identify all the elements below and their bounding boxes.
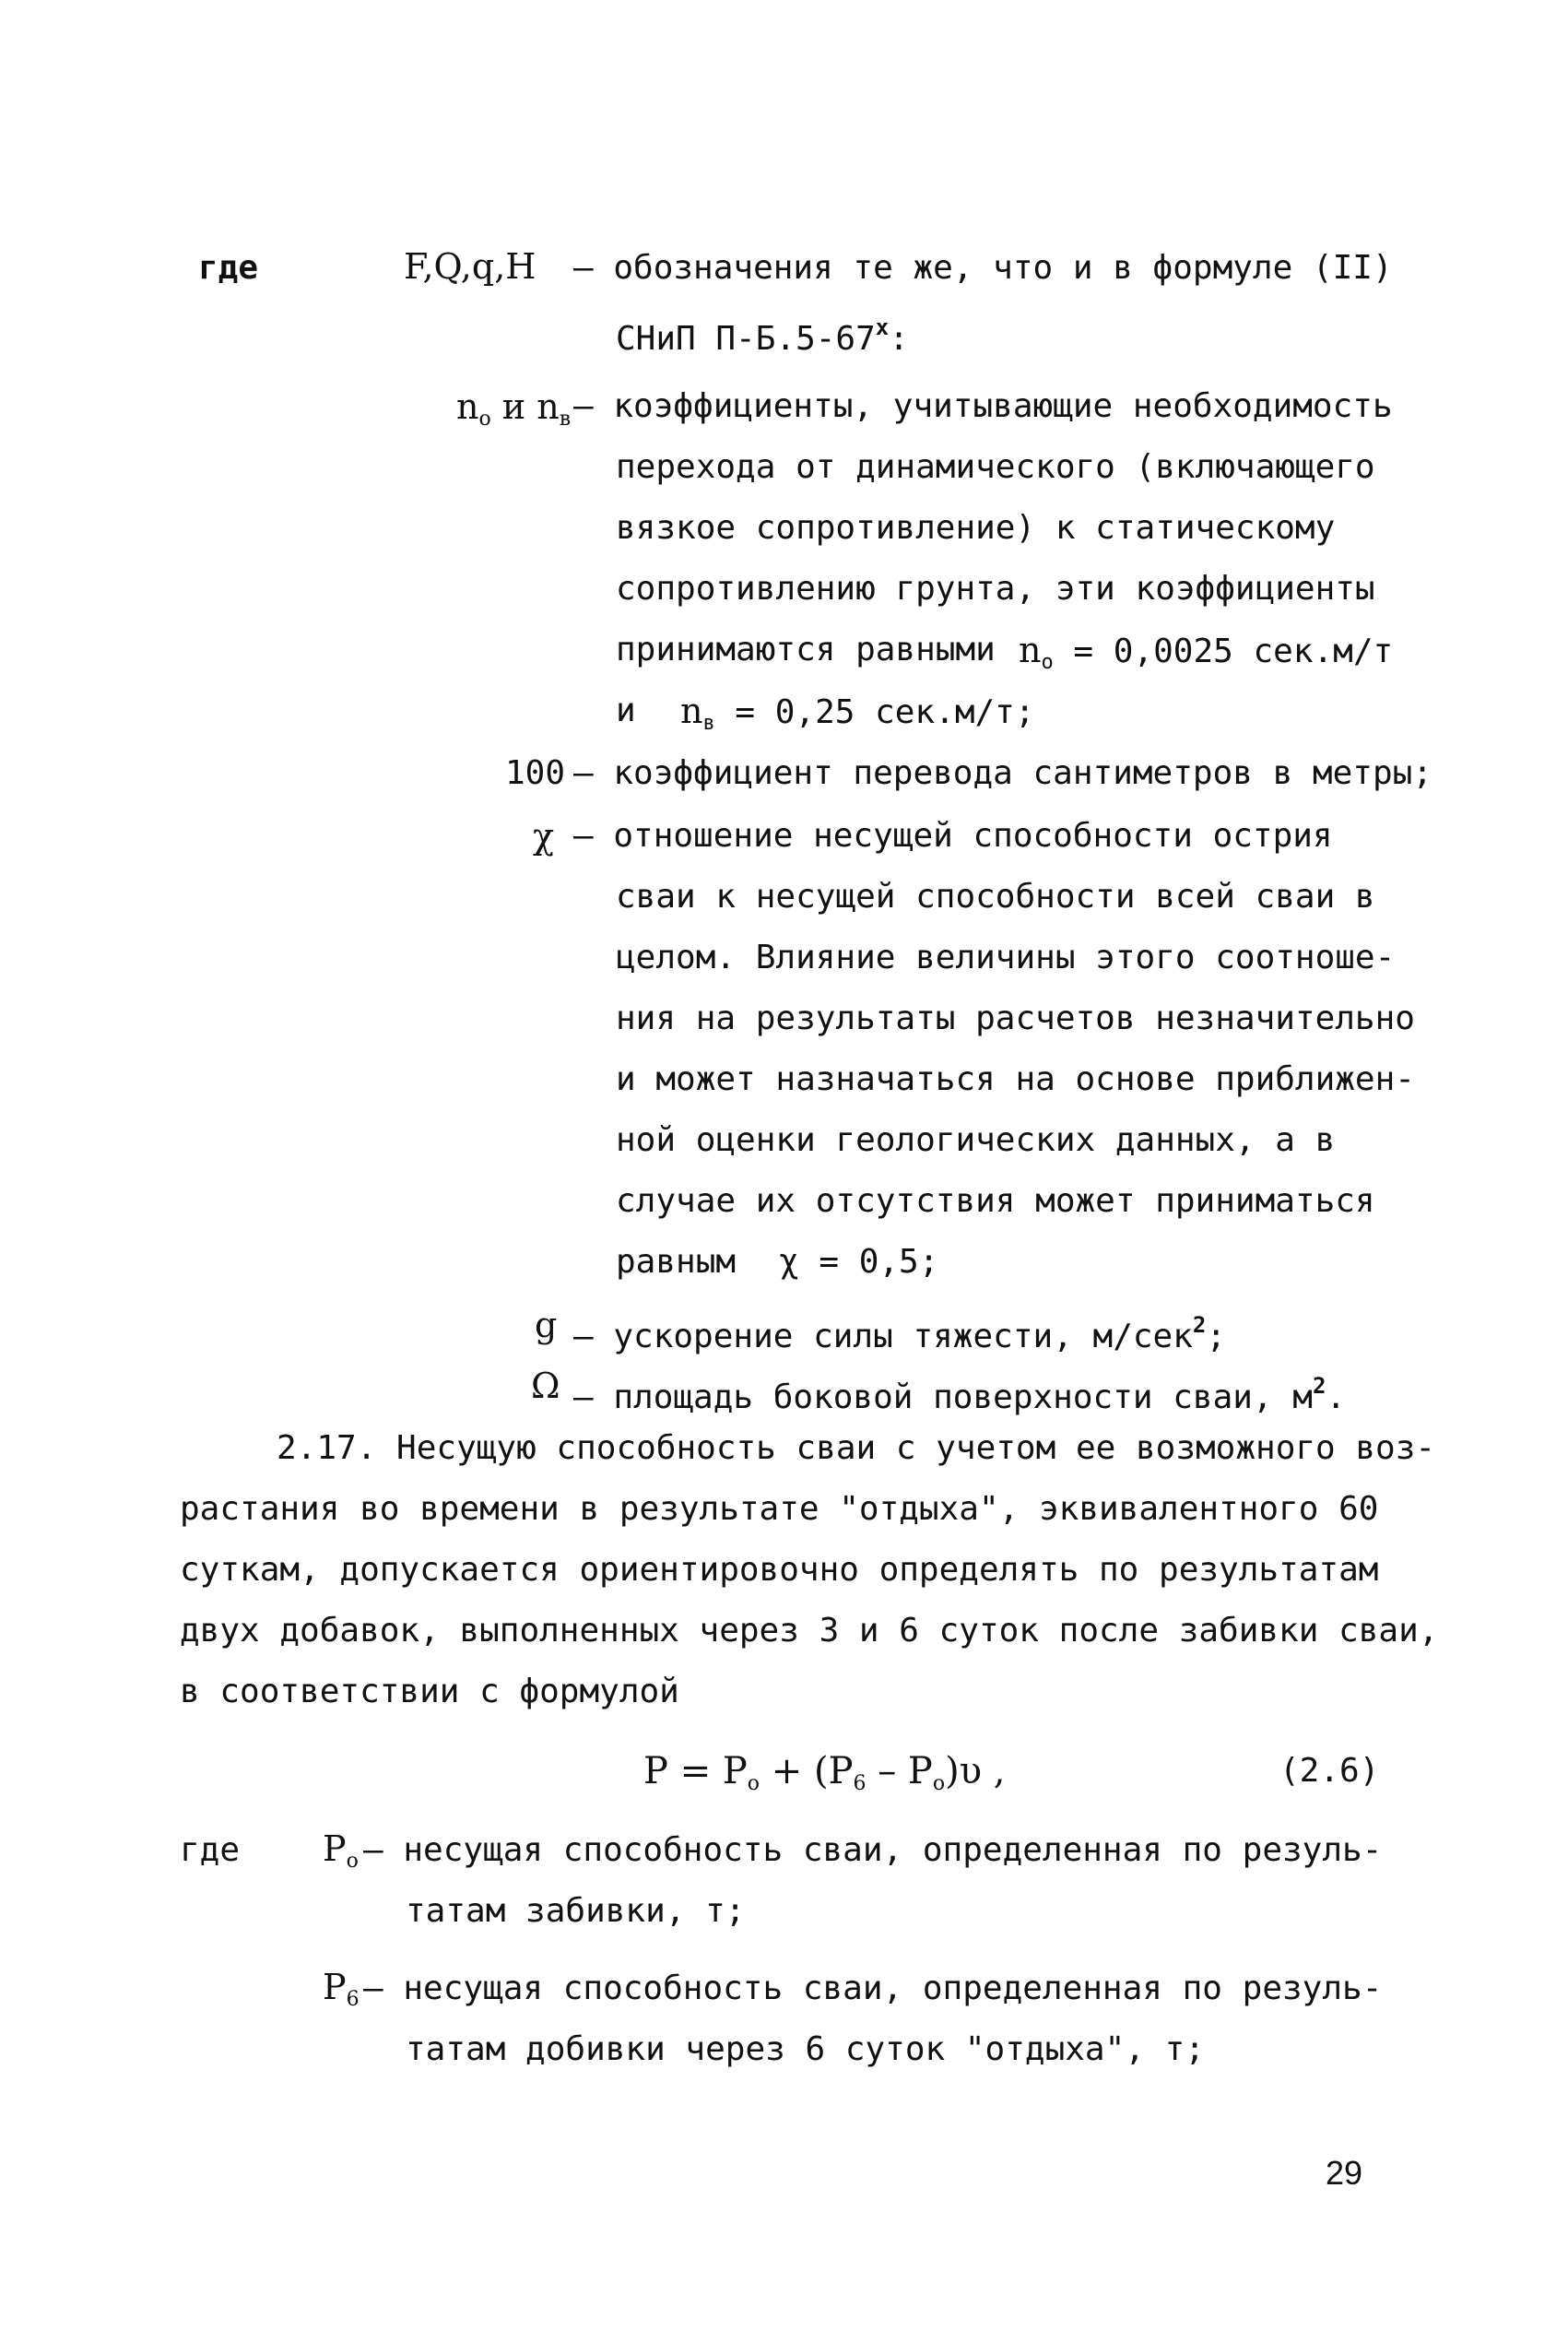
- def-chi-line1: – отношение несущей способности острия: [573, 817, 1333, 855]
- where-label: где: [198, 249, 259, 287]
- def-P6-line2: татам добивки через 6 суток "отдыха", т;: [406, 2030, 1205, 2068]
- symbol-P0: $P_о$: [323, 1828, 359, 1873]
- def-chi-line2: сваи к несущей способности всей сваи в: [616, 878, 1375, 916]
- symbol-chi: χ: [533, 816, 555, 857]
- formula-2-6: $P = P_о + (P_6 - P_о)\upsilon$ ,: [643, 1750, 1006, 1795]
- def-chi-line8-word: равным: [616, 1243, 737, 1281]
- symbol-g: g: [535, 1305, 558, 1345]
- def-P0-line1: – несущая способность сваи, определенная по резуль-: [363, 1831, 1383, 1869]
- def-chi-line6: ной оценки геологических данных, а в: [616, 1121, 1336, 1159]
- para-2-17-line3: суткам, допускается ориентировочно определять по результатам: [180, 1551, 1379, 1589]
- def-chi-line8-value: χ = 0,5;: [779, 1243, 939, 1281]
- def-FQqH-line1: – обозначения те же, что и в формуле (II): [573, 249, 1393, 287]
- where-label-2: где: [180, 1831, 241, 1869]
- def-100: – коэффициент перевода сантиметров в метры;: [573, 754, 1432, 792]
- def-n-line4: сопротивлению грунта, эти коэффициенты: [616, 570, 1375, 608]
- def-FQqH-line2: СНиП $П-Б.5-67^х$:: [616, 314, 909, 358]
- def-g: – ускорение силы тяжести, м/сек$^2$;: [573, 1312, 1227, 1355]
- para-2-17-line4: двух добавок, выполненных через 3 и 6 суток после забивки сваи,: [180, 1612, 1439, 1650]
- def-chi-line4: ния на результаты расчетов незначительно: [616, 999, 1415, 1037]
- symbol-100: 100: [505, 754, 566, 792]
- symbol-P6: $P_6$: [323, 1967, 360, 2011]
- def-n-line3: вязкое сопротивление) к статическому: [616, 509, 1336, 547]
- formula-number: (2.6): [1279, 1752, 1380, 1790]
- def-chi-line7: случае их отсутствия может приниматься: [616, 1182, 1375, 1220]
- para-2-17-line5: в соответствии с формулой: [180, 1673, 679, 1710]
- def-P0-line2: татам забивки, т;: [406, 1892, 746, 1930]
- def-chi-line3: целом. Влияние величины этого соотноше-: [616, 939, 1396, 976]
- para-2-17-line1: 2.17. Несущую способность сваи с учетом ее возможного воз-: [277, 1429, 1436, 1467]
- symbol-n0-nv: $n_о$ и $n_в$: [456, 386, 572, 431]
- def-n-line6-value: $n_в = 0,25$ сек.м/т;: [680, 691, 1035, 735]
- def-n-line2: перехода от динамического (включающего: [616, 448, 1375, 486]
- def-P6-line1: – несущая способность сваи, определенная по резуль-: [363, 1969, 1383, 2007]
- def-omega: – площадь боковой поверхности сваи, $м^2$.: [573, 1373, 1347, 1416]
- symbol-omega: Ω: [531, 1366, 560, 1406]
- page-number: 29: [1326, 2154, 1363, 2192]
- def-n-line5-value: $n_о = 0,0025$ сек.м/т: [1019, 630, 1394, 674]
- def-n-line5: принимаются равными: [616, 631, 996, 668]
- def-n-line1: – коэффициенты, учитывающие необходимость: [573, 387, 1393, 425]
- symbol-FQqH: F,Q,q,H: [404, 246, 536, 287]
- def-n-line6-and: и: [616, 692, 636, 729]
- para-2-17-line2: растания во времени в результате "отдыха", эквивалентного 60: [180, 1490, 1379, 1528]
- def-chi-line5: и может назначаться на основе приближен-: [616, 1060, 1415, 1098]
